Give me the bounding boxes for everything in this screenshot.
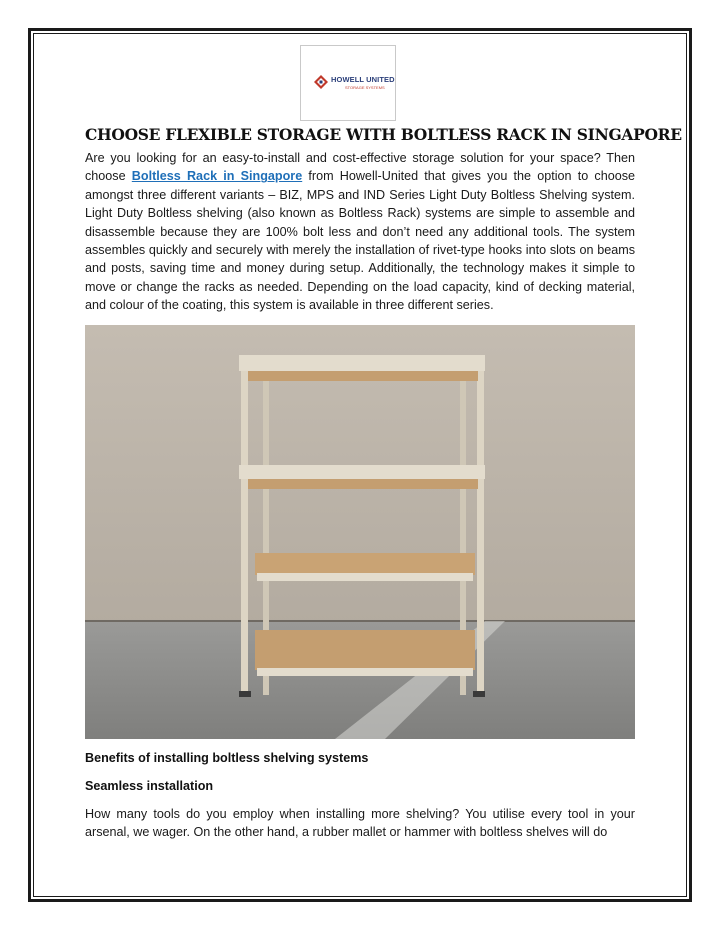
boltless-rack-photo: [85, 325, 635, 739]
rack-illustration: [85, 325, 635, 739]
logo-mark-icon: [313, 74, 329, 90]
installation-paragraph: How many tools do you employ when installing more shelving? You utilise every tool in your arsenal, we wager. On the other hand, a rubber mallet or hammer with boltless shelves will do: [85, 807, 635, 840]
logo-tagline: STORAGE SYSTEMS: [345, 85, 385, 90]
intro-text-after-link: from Howell-United that gives you the option to choose amongst three different variants – BIZ, MPS and IND Series Light Duty Boltless Shelving system. Light Duty Boltless shelving (also known as Boltless Rack) systems are simple to assemble and disassemble because they are 100% bolt less and don’t need any additional tools. The system assembles quickly and securely with merely the installation of rivet-type hooks into slots on beams and posts, saving time and money during setup. Additionally, the technology makes it simple to move or change the racks as needed. Depending on the load capacity, kind of decking material, and colour of the coating, this system is available in three different series.: [85, 169, 636, 313]
logo-name: HOWELL UNITED: [331, 75, 395, 84]
boltless-rack-link[interactable]: Boltless Rack in Singapore: [131, 169, 303, 184]
intro-text-before-link: Are you looking for an easy-to-install and cost-effective storage solution for your space? Then choose: [85, 151, 635, 184]
seamless-installation-heading: Seamless installation: [85, 779, 214, 793]
company-logo: [300, 45, 396, 121]
benefits-heading: Benefits of installing boltless shelving systems: [85, 751, 369, 765]
intro-paragraph: [85, 149, 635, 315]
document-title: CHOOSE FLEXIBLE STORAGE WITH BOLTLESS RACK IN SINGAPORE: [85, 125, 682, 144]
